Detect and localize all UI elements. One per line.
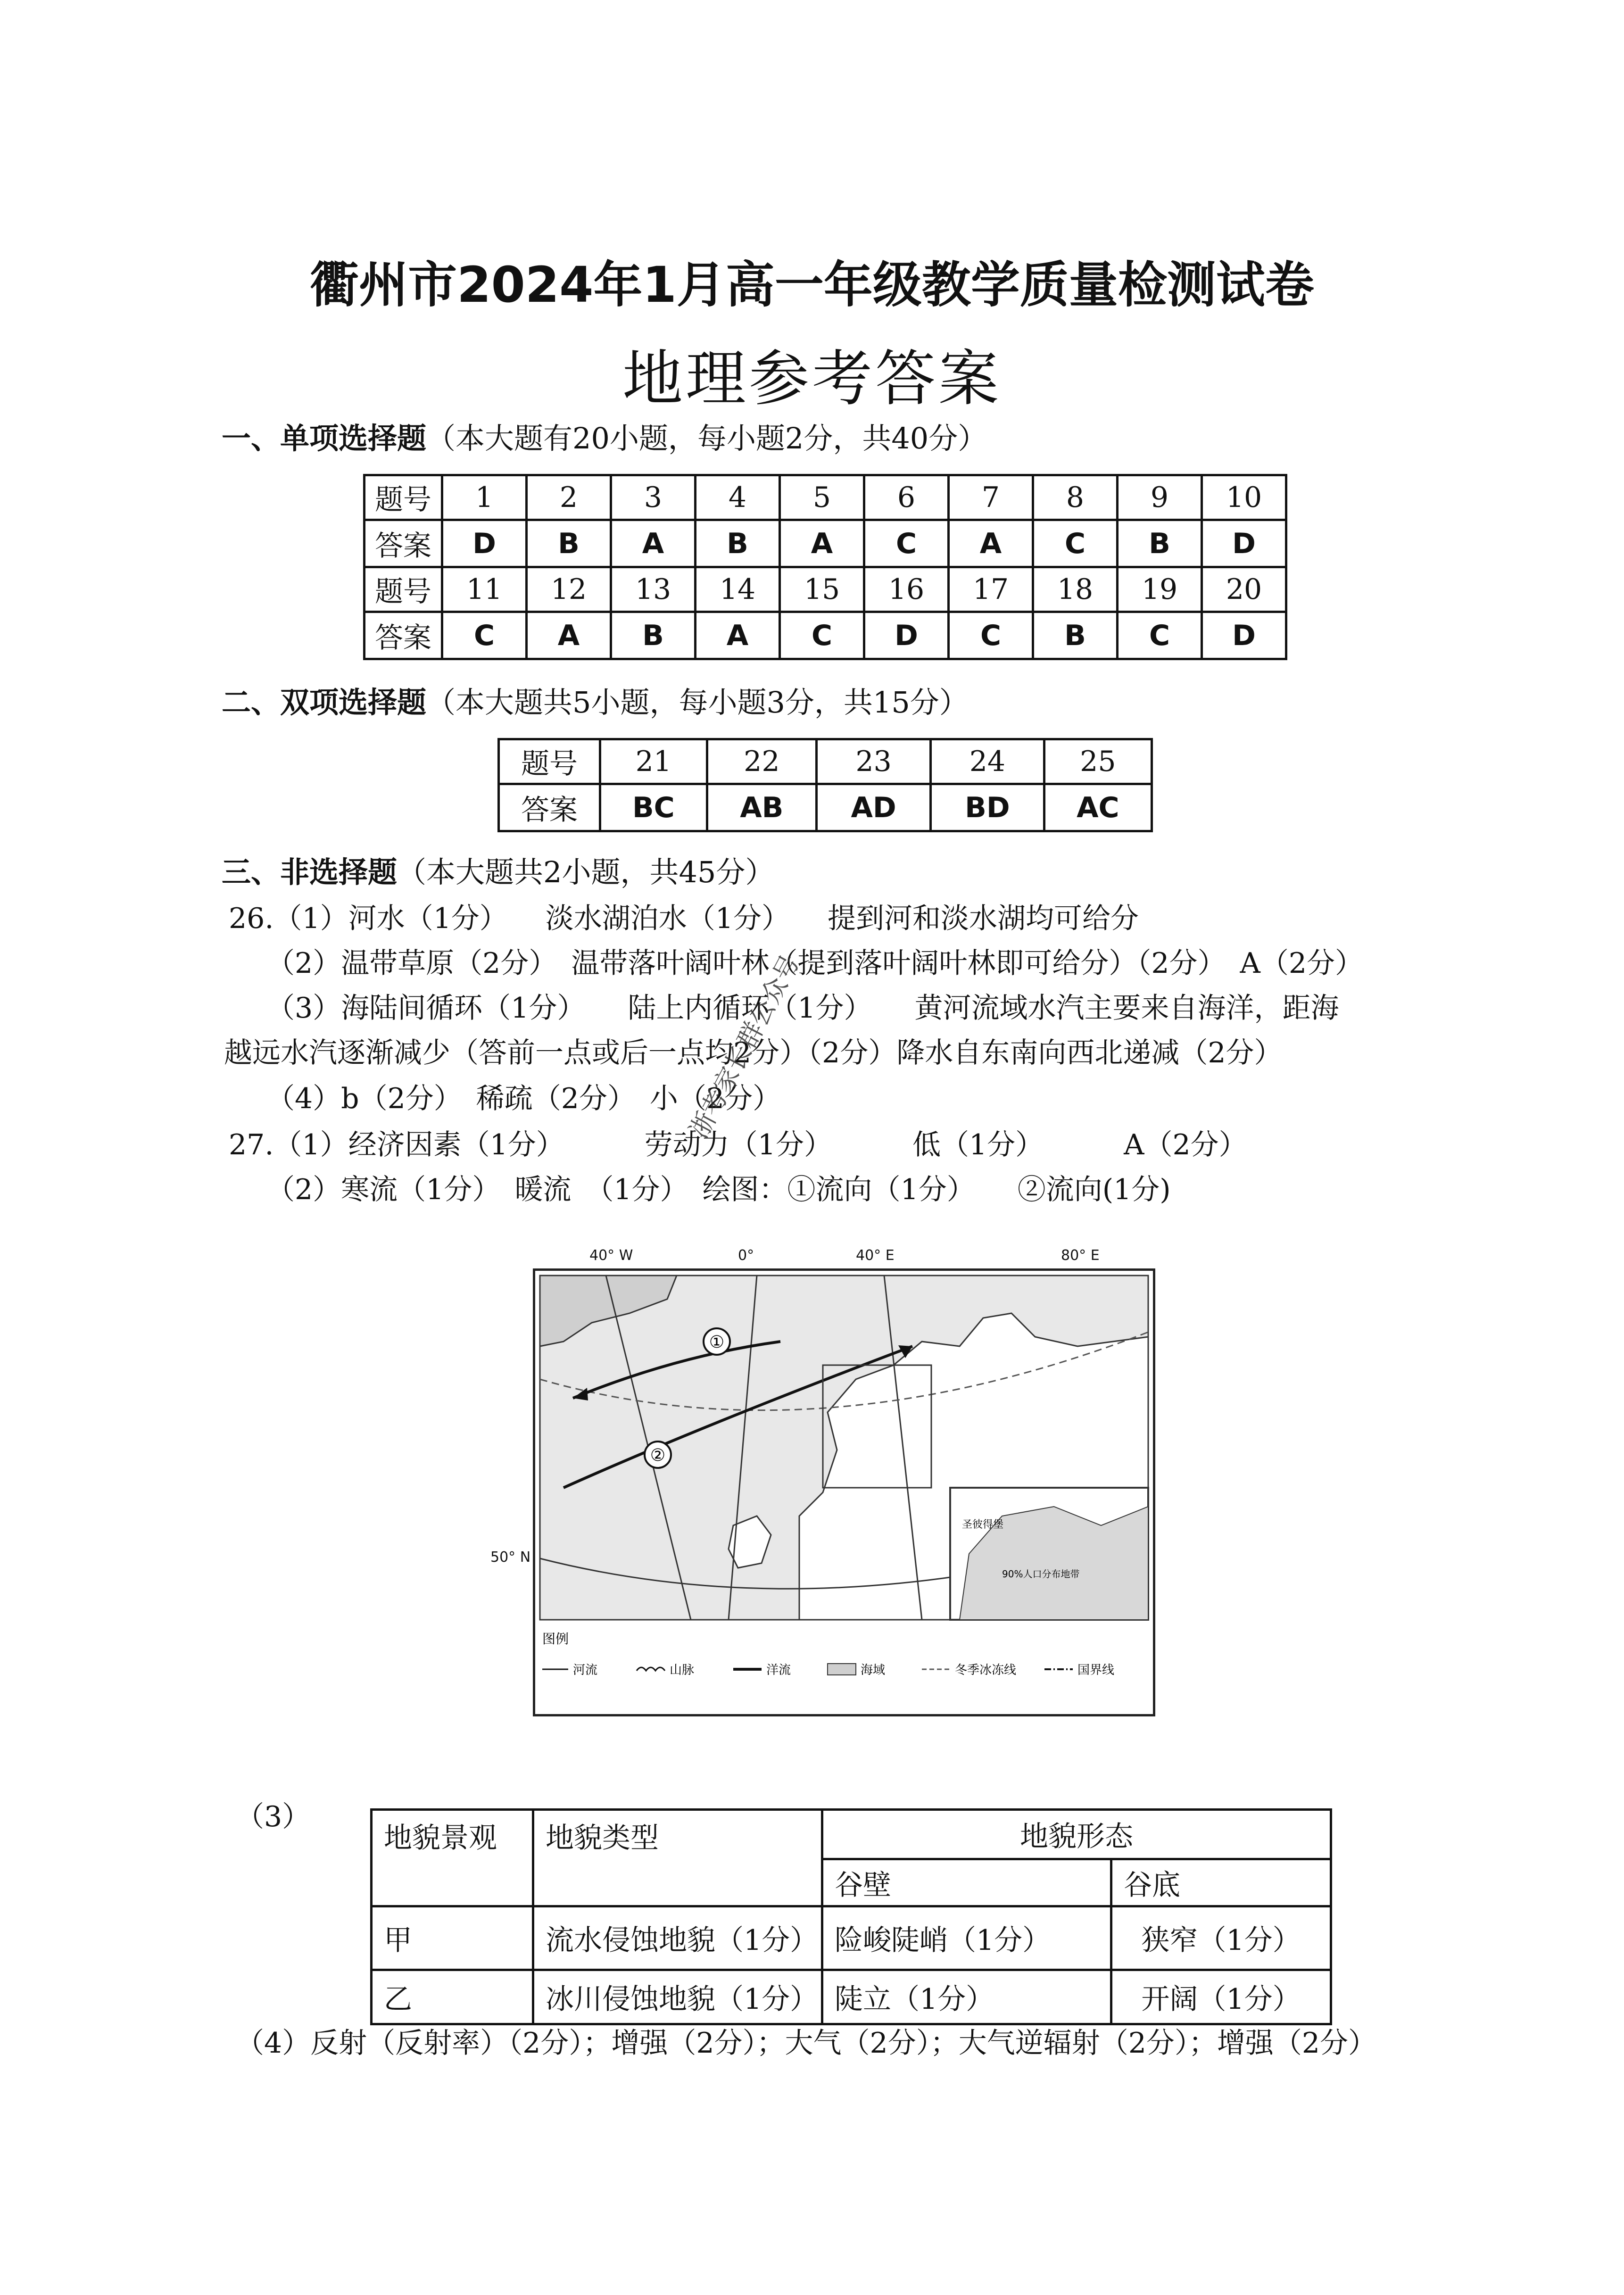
answer-cell: D	[442, 520, 527, 567]
current-1-label: ①	[709, 1333, 725, 1352]
table-cell: 12	[527, 567, 611, 612]
q27-part1b: 劳动力（1分）	[644, 1128, 832, 1161]
table-header: 地貌景观	[372, 1810, 533, 1906]
answer-cell: B	[1033, 612, 1118, 659]
table-cell: 题号	[365, 475, 442, 520]
q26-line4: 越远水汽逐渐减少（答前一点或后一点均2分）（2分）降水自东南向西北递减（2分）	[224, 1036, 1283, 1069]
q26-part1b: 淡水湖泊水（1分）	[545, 902, 790, 935]
section1-heading: 一、单项选择题	[222, 421, 427, 456]
map-svg	[535, 1271, 1153, 1714]
q27-line4: （4）反射（反射率）（2分）；增强（2分）；大气（2分）；大气逆辐射（2分）；增强（2分）	[236, 2027, 1377, 2060]
q26-line2: （2）温带草原（2分） 温带落叶阔叶林（提到落叶阔叶林即可给分）（2分） A（2分）	[266, 947, 1364, 980]
legend-title: 图例	[542, 1631, 569, 1647]
answer-cell: A	[949, 520, 1033, 567]
answer-cell: BD	[931, 784, 1044, 831]
inset-population-label: 90%人口分布地带	[1002, 1568, 1080, 1580]
table-header: 地貌类型	[533, 1810, 822, 1906]
table-subheader: 谷壁	[822, 1859, 1111, 1906]
legend-sea-symbol	[828, 1664, 856, 1675]
answer-cell: B	[527, 520, 611, 567]
current-2-label: ②	[650, 1446, 666, 1465]
table-cell: 17	[949, 567, 1033, 612]
table-cell: 14	[696, 567, 780, 612]
legend-current: 洋流	[766, 1663, 791, 1677]
answer-cell: B	[1118, 520, 1202, 567]
exam-subtitle: 地理参考答案	[622, 344, 1002, 414]
table-cell: 乙	[372, 1970, 533, 2024]
exam-title: 衢州市2024年1月高一年级教学质量检测试卷	[310, 256, 1314, 314]
table-cell: 23	[817, 739, 931, 784]
table-cell: 18	[1033, 567, 1118, 612]
map-lon-label: 80° E	[1061, 1247, 1100, 1264]
landform-table	[370, 1808, 1332, 2025]
answer-cell: A	[611, 520, 696, 567]
section2-heading: 二、双项选择题	[222, 685, 427, 720]
table-cell: 流水侵蚀地貌（1分）	[533, 1906, 822, 1970]
map-lat-label: 50° N	[490, 1549, 531, 1566]
section3-heading-line	[222, 849, 774, 891]
section2-answer-table	[497, 738, 1153, 832]
table-cell: 5	[780, 475, 864, 520]
table-cell: 答案	[499, 784, 600, 831]
q26-part1: 26.（1）河水（1分）	[229, 902, 508, 935]
answer-cell: A	[527, 612, 611, 659]
section1-heading-line	[222, 415, 987, 457]
europe-map-figure	[533, 1268, 1155, 1716]
answer-cell: C	[1033, 520, 1118, 567]
table-cell: 题号	[499, 739, 600, 784]
table-cell: 答案	[365, 520, 442, 567]
table-cell: 答案	[365, 612, 442, 659]
map-lon-label: 40° W	[589, 1247, 633, 1264]
table-cell: 10	[1202, 475, 1286, 520]
table-cell: 6	[864, 475, 949, 520]
table-cell: 开阔（1分）	[1111, 1970, 1331, 2024]
table-cell: 题号	[365, 567, 442, 612]
section1-answer-table	[363, 474, 1287, 660]
table-cell: 20	[1202, 567, 1286, 612]
answer-cell: AD	[817, 784, 931, 831]
table-cell: 25	[1044, 739, 1152, 784]
table-cell: 险峻陡峭（1分）	[822, 1906, 1111, 1970]
table-cell: 4	[696, 475, 780, 520]
table-cell: 13	[611, 567, 696, 612]
legend-river: 河流	[573, 1663, 598, 1677]
table-cell: 16	[864, 567, 949, 612]
table-cell: 3	[611, 475, 696, 520]
legend-border: 国界线	[1077, 1663, 1115, 1677]
table-cell: 7	[949, 475, 1033, 520]
table-cell: 11	[442, 567, 527, 612]
table-cell: 8	[1033, 475, 1118, 520]
answer-cell: C	[442, 612, 527, 659]
answer-cell: A	[780, 520, 864, 567]
q27-part3-label: （3）	[236, 1800, 311, 1833]
table-cell: 24	[931, 739, 1044, 784]
q26-part1-note: 提到河和淡水湖均可给分	[827, 902, 1139, 935]
watermark-text: 浙考家长群公众号	[683, 949, 806, 1143]
answer-cell: D	[864, 612, 949, 659]
table-cell: 狭窄（1分）	[1111, 1906, 1331, 1970]
q27-part1d: A（2分）	[1124, 1128, 1247, 1161]
q27-part1c: 低（1分）	[912, 1128, 1044, 1161]
table-cell: 19	[1118, 567, 1202, 612]
table-cell: 1	[442, 475, 527, 520]
q27-part1: 27.（1）经济因素（1分）	[229, 1128, 564, 1161]
q26-line3: （3）海陆间循环（1分） 陆上内循环（1分） 黄河流域水汽主要来自海洋，距海	[266, 992, 1339, 1025]
answer-cell: D	[1202, 612, 1286, 659]
map-lon-label: 0°	[738, 1247, 754, 1264]
answer-cell: BC	[600, 784, 707, 831]
answer-cell: AC	[1044, 784, 1152, 831]
answer-cell: C	[780, 612, 864, 659]
q26-line1	[229, 896, 1139, 936]
table-cell: 9	[1118, 475, 1202, 520]
answer-cell: C	[1118, 612, 1202, 659]
section1-note: （本大题有20小题，每小题2分，共40分）	[426, 421, 987, 456]
table-cell: 冰川侵蚀地貌（1分）	[533, 1970, 822, 2024]
answer-cell: C	[864, 520, 949, 567]
section2-heading-line	[222, 679, 969, 721]
answer-cell: B	[696, 520, 780, 567]
q27-line1	[229, 1122, 1247, 1163]
table-cell: 15	[780, 567, 864, 612]
table-cell: 21	[600, 739, 707, 784]
q26-line5: （4）b（2分） 稀疏（2分） 小（2分）	[266, 1082, 781, 1115]
map-lon-label: 40° E	[856, 1247, 895, 1264]
section3-heading: 三、非选择题	[222, 855, 398, 889]
table-subheader: 谷底	[1111, 1859, 1331, 1906]
legend-sea: 海域	[861, 1663, 886, 1677]
legend-mountain: 山脉	[670, 1663, 695, 1677]
answer-cell: C	[949, 612, 1033, 659]
table-cell: 22	[707, 739, 816, 784]
section2-note: （本大题共5小题，每小题3分，共15分）	[426, 685, 969, 720]
answer-cell: AB	[707, 784, 816, 831]
table-cell: 2	[527, 475, 611, 520]
legend-ice: 冬季冰冻线	[955, 1663, 1017, 1677]
answer-cell: A	[696, 612, 780, 659]
table-cell: 甲	[372, 1906, 533, 1970]
table-header: 地貌形态	[822, 1810, 1331, 1859]
inset-city-label: 圣彼得堡	[962, 1519, 1004, 1531]
answer-cell: B	[611, 612, 696, 659]
table-cell: 陡立（1分）	[822, 1970, 1111, 2024]
answer-cell: D	[1202, 520, 1286, 567]
q27-line2: （2）寒流（1分） 暖流 （1分） 绘图：①流向（1分） ②流向(1分)	[266, 1173, 1171, 1206]
section3-note: （本大题共2小题，共45分）	[397, 855, 775, 889]
